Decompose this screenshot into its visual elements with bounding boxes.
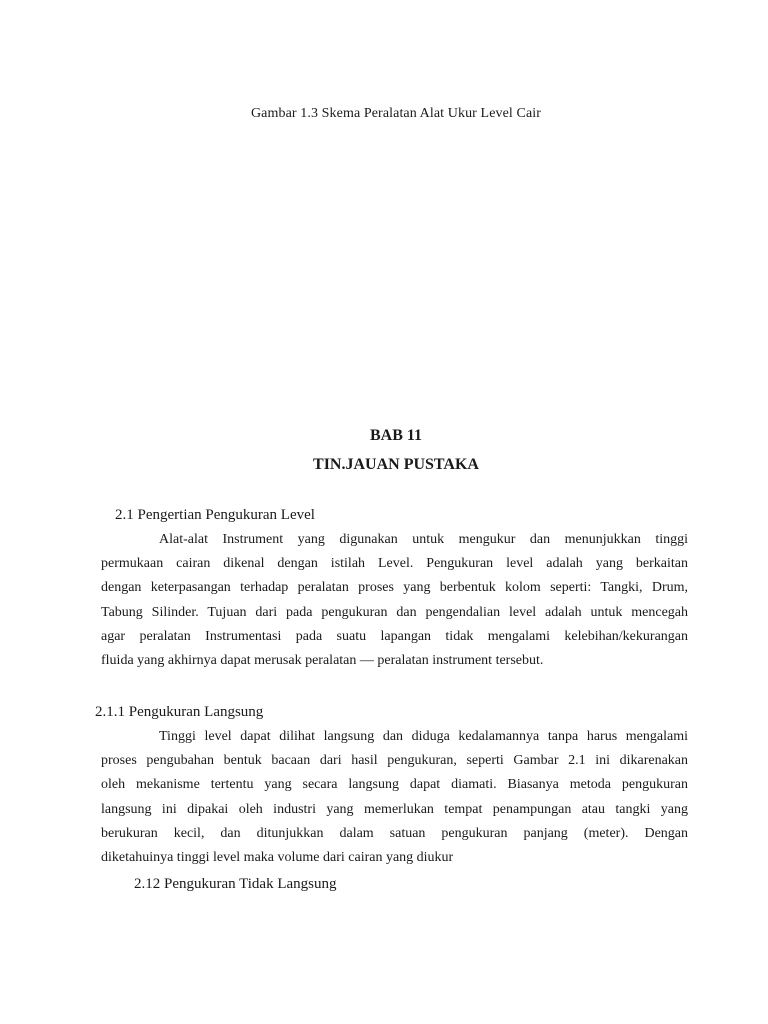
paragraph-2-1 (101, 528, 688, 673)
paragraph-line: agar peralatan Instrumentasi pada suatu lapangan tidak mengalami kelebihan/kekurangan (101, 628, 688, 644)
paragraph-line: fluida yang akhirnya dapat merusak peralatan — peralatan instrument tersebut. (101, 653, 544, 669)
paragraph-line: berukuran kecil, dan ditunjukkan dalam satuan pengukuran panjang (meter). Dengan (101, 825, 688, 841)
paragraph-line: proses pengubahan bentuk bacaan dari hasil pengukuran, seperti Gambar 2.1 ini dikarenakan (101, 753, 688, 769)
chapter-title: TIN.JAUAN PUSTAKA (313, 456, 479, 473)
paragraph-line: oleh mekanisme tertentu yang secara langsung dapat diamati. Biasanya metoda pengukuran (101, 777, 688, 793)
paragraph-line: permukaan cairan dikenal dengan istilah Level. Pengukuran level adalah yang berkaitan (101, 556, 688, 572)
paragraph-line: diketahuinya tinggi level maka volume dari cairan yang diukur (101, 850, 454, 866)
paragraph-line: dengan keterpasangan terhadap peralatan proses yang berbentuk kolom seperti: Tangki, Drum, (101, 580, 688, 596)
section-heading-2-12: 2.12 Pengukuran Tidak Langsung (134, 876, 337, 892)
chapter-number: BAB 11 (369, 427, 422, 444)
paragraph-line: Alat-alat Instrument yang digunakan untuk mengukur dan menunjukkan tinggi (159, 532, 688, 547)
paragraph-line: langsung ini dipakai oleh industri yang memerlukan tempat penampungan atau tangki yang (101, 801, 688, 817)
paragraph-2-1-1 (101, 725, 688, 870)
section-heading-2-1: 2.1 Pengertian Pengukuran Level (115, 507, 315, 523)
paragraph-line: Tabung Silinder. Tujuan dari pada pengukuran dan pengendalian level adalah untuk mencegah (101, 604, 688, 620)
section-heading-2-1-1: 2.1.1 Pengukuran Langsung (95, 704, 264, 720)
figure-caption: Gambar 1.3 Skema Peralatan Alat Ukur Level Cair (250, 106, 542, 121)
paragraph-line: Tinggi level dapat dilihat langsung dan diduga kedalamannya tanpa harus mengalami (159, 729, 688, 744)
